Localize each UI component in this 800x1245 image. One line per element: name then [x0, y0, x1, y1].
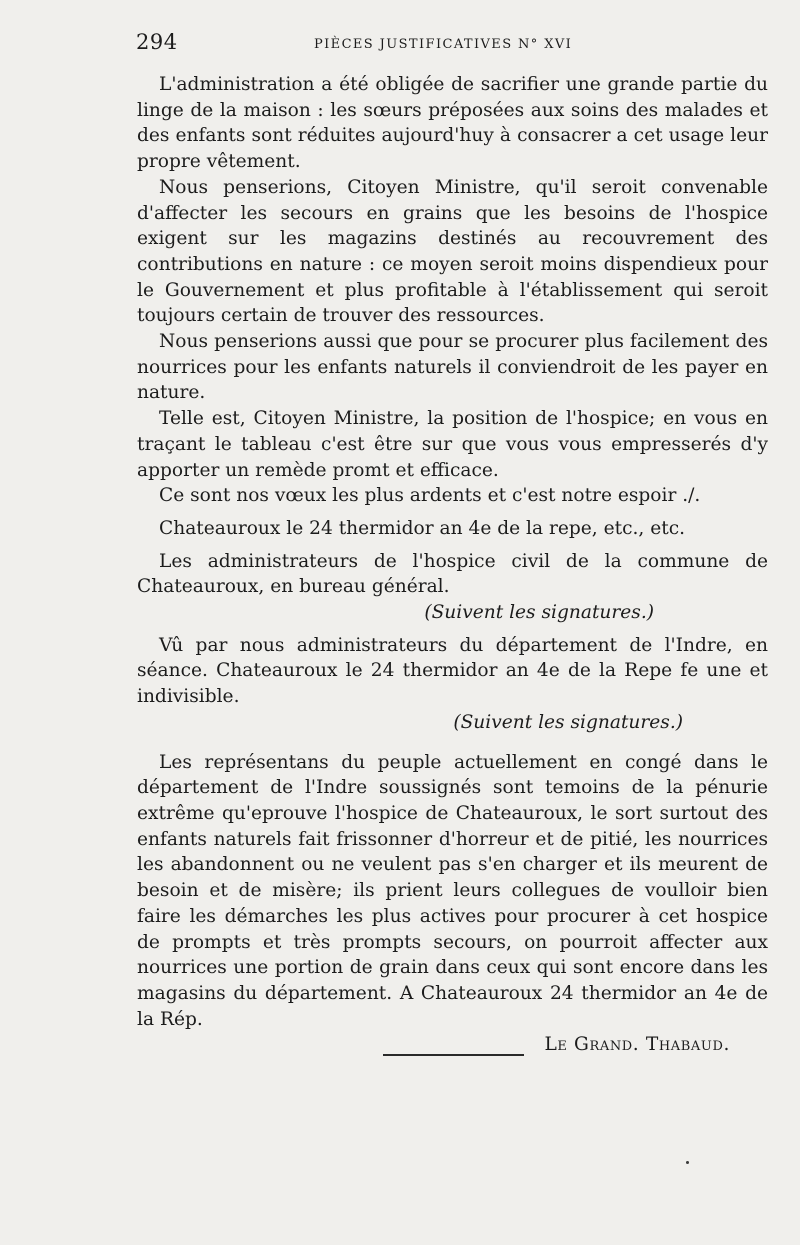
paragraph-secours-grains: Nous penserions, Citoyen Ministre, qu'il seroit convenable d'affecter les secours en grains que les besoins de l'hospice exigent sur les magazins destinés au recouvrement des contributions en nature : ce moyen seroit moins dispendieux pour le Gouvernement et plus profitable à l'établissement qui seroit toujours certain de trouver des ressources. — [137, 176, 768, 327]
running-head: PIÈCES JUSTIFICATIVES N° XVI — [314, 37, 573, 52]
paragraph-administrateurs-hospice: Les administrateurs de l'hospice civil de la commune de Chateauroux, en bureau général. — [137, 550, 768, 598]
page-header — [136, 30, 768, 60]
page-number: 294 — [136, 30, 178, 54]
paragraph-voeux: Ce sont nos vœux les plus ardents et c'est notre espoir ./. — [159, 485, 701, 507]
body-text — [137, 72, 768, 1058]
section-divider — [383, 1054, 524, 1056]
paragraph-nourrices: Nous penserions aussi que pour se procurer plus facilement des nourrices pour les enfants naturels il conviendroit de les payer en nature. — [137, 331, 768, 404]
paragraph-vu-departement: Vû par nous administrateurs du département de l'Indre, en séance. Chateauroux le 24 thermidor an 4e de la Repe fe une et indivisible. — [137, 634, 768, 708]
paragraph-representans: Les représentans du peuple actuellement en congé dans le département de l'Indre soussignés sont temoins de la pénurie extrême qu'eprouve l'hospice de Chateauroux, le sort surtout des enfants naturels fait frissonner d'horreur et de pitié, les nourrices les abandonnent ou ne veulent pas s'en charger et ils meurent de besoin et de misère; ils prient leurs collegues de voulloir bien faire les démarches les plus actives pour procurer à cet hospice de prompts et très prompts secours, on pourroit affecter aux nourrices une portion de grain dans ceux qui sont encore dans les magasins du département. A Chateauroux 24 thermidor an 4e de la Rép. — [137, 751, 768, 1030]
paragraph-linge: L'administration a été obligée de sacrifier une grande partie du linge de la maison : les sœurs préposées aux soins des malades et des enfants sont réduites aujourd'huy à consacrer a cet usage leur propre vêtement. — [137, 74, 768, 173]
paragraph-position-hospice: Telle est, Citoyen Ministre, la position de l'hospice; en vous en traçant le tableau c'est être sur que vous vous empresserés d'y apporter un remède promt et efficace. — [137, 408, 768, 481]
signatures-note-hospice: (Suivent les signatures.) — [424, 602, 654, 624]
date-line-hospice: Chateauroux le 24 thermidor an 4e de la repe, etc., etc. — [159, 517, 686, 539]
paper-speck — [686, 1161, 689, 1164]
signatures-note-departement: (Suivent les signatures.) — [453, 711, 683, 733]
signatories-names: Le Grand. Thabaud. — [544, 1034, 730, 1056]
